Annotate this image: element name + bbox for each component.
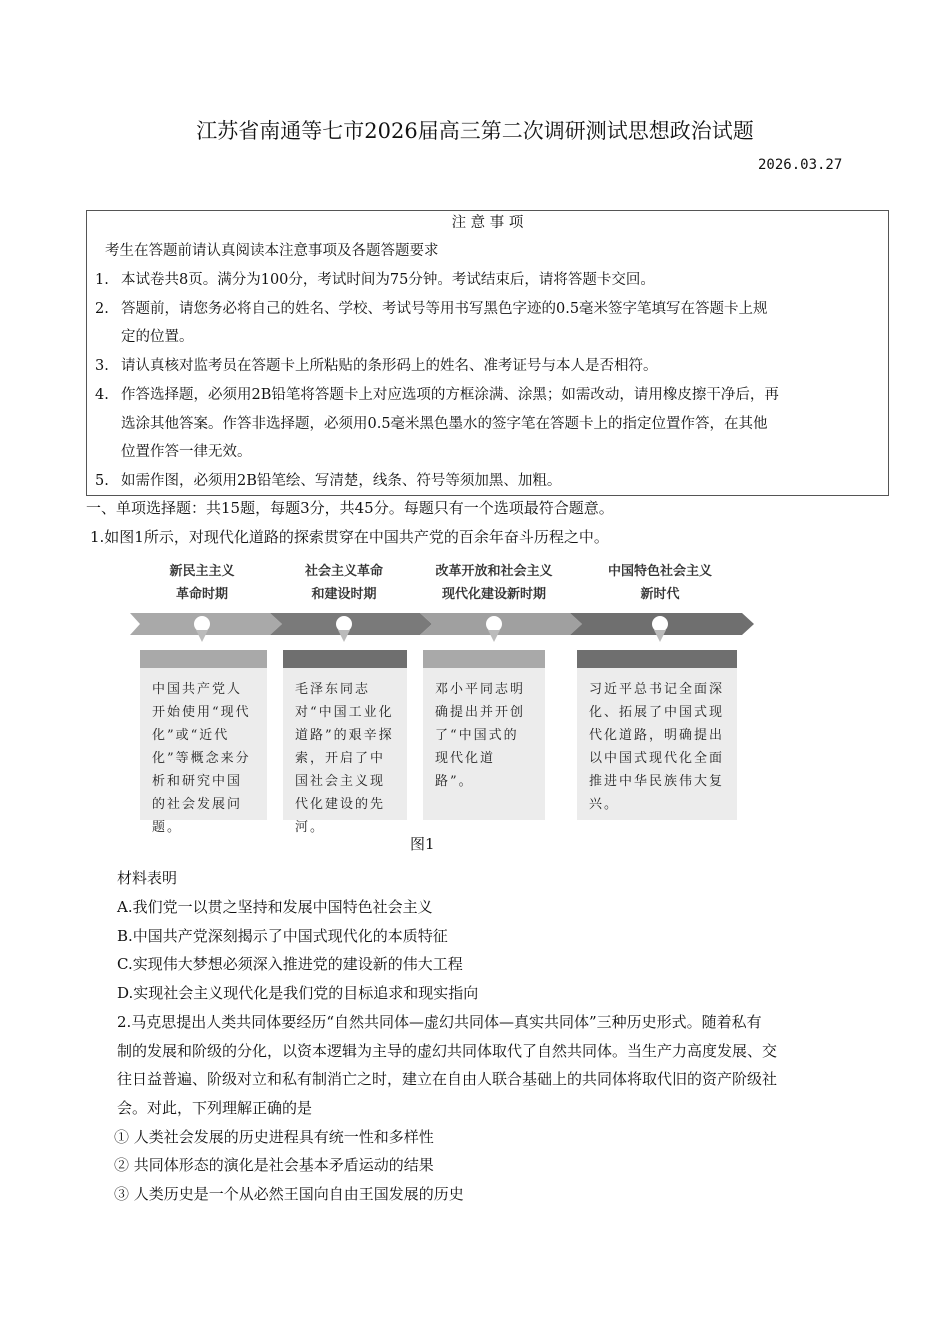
section-heading: 一、单项选择题：共15题，每题3分，共45分。每题只有一个选项最符合题意。 (86, 499, 614, 517)
option-b: B.中国共产党深刻揭示了中国式现代化的本质特征 (117, 926, 448, 945)
period-title-line2: 革命时期 (175, 587, 228, 602)
period-title (264, 560, 424, 606)
page-title: 江苏省南通等七市2026届高三第二次调研测试思想政治试题 (196, 119, 754, 143)
question-2-stem-line: 制的发展和阶级的分化，以资本逻辑为主导的虚幻共同体取代了自然共同体。当生产力高度发展、交 (117, 1041, 778, 1060)
period-card (423, 650, 545, 820)
period-title-line1: 中国特色社会主义 (607, 564, 712, 579)
notice-intro: 考生在答题前请认真阅读本注意事项及各题答题要求 (105, 243, 439, 259)
timeline-pointer-icon (338, 630, 350, 642)
notice-item-number: 4. (95, 386, 109, 403)
card-header-bar (577, 650, 737, 668)
notice-item-text: 本试卷共8页。满分为100分，考试时间为75分钟。考试结束后，请将答题卡交回。 (121, 272, 655, 288)
option-d: D.实现社会主义现代化是我们党的目标追求和现实指向 (117, 984, 479, 1003)
option-c: C.实现伟大梦想必须深入推进党的建设新的伟大工程 (117, 955, 463, 974)
question-1-stem: 1.如图1所示，对现代化道路的探索贯穿在中国共产党的百余年奋斗历程之中。 (90, 528, 609, 546)
statement-2: ② 共同体形态的演化是社会基本矛盾运动的结果 (114, 1156, 434, 1175)
period-title-line1: 改革开放和社会主义 (435, 564, 553, 579)
statement-1: ① 人类社会发展的历史进程具有统一性和多样性 (114, 1127, 434, 1146)
notice-item-number: 5. (95, 472, 109, 489)
notice-item-text: 位置作答一律无效。 (121, 444, 252, 461)
figure-1-timeline (130, 558, 755, 858)
period-card (283, 650, 407, 835)
notice-item-text: 答题前，请您务必将自己的姓名、学校、考试号等用书写黑色字迹的0.5毫米签字笔填写在答题卡上规 (121, 300, 768, 317)
period-title (122, 560, 282, 606)
card-header-bar (423, 650, 545, 668)
question-2-stem-line: 往日益普遍、阶级对立和私有制消亡之时，建立在自由人联合基础上的共同体将取代旧的资产阶级社 (117, 1070, 778, 1089)
period-title (414, 560, 574, 606)
period-card (140, 650, 267, 835)
period-card (577, 650, 737, 820)
notice-box (86, 210, 889, 496)
notice-item-text: 选涂其他答案。作答非选择题，必须用0.5毫米黑色墨水的签字笔在答题卡上的指定位置作答，在其他 (121, 415, 768, 432)
option-a: A.我们党一以贯之坚持和发展中国特色社会主义 (117, 898, 433, 916)
exam-date: 2026.03.27 (758, 157, 843, 173)
notice-item-number: 1. (95, 272, 109, 288)
period-description: 习近平总书记全面深化、拓展了中国式现代化道路，明确提出以中国式现代化全面推进中华民族伟大复兴。 (589, 682, 725, 812)
timeline-pointer-icon (488, 630, 500, 642)
notice-item-number: 3. (95, 358, 109, 375)
card-header-bar (283, 650, 407, 668)
timeline-pointer-icon (654, 630, 666, 642)
figure-caption: 图1 (410, 835, 435, 853)
period-title (580, 560, 740, 606)
period-title-line2: 现代化建设新时期 (441, 587, 546, 602)
period-description: 毛泽东同志对“中国工业化道路”的艰辛探索，开启了中国社会主义现代化建设的先河。 (295, 682, 394, 835)
period-description: 中国共产党人开始使用“现代化”或“近代化”等概念来分析和研究中国的社会发展问题。 (152, 682, 251, 835)
timeline-pointer-icon (196, 630, 208, 642)
notice-item-text: 如需作图，必须用2B铅笔绘、写清楚，线条、符号等须加黑、加粗。 (121, 472, 562, 489)
period-title-line1: 社会主义革命 (304, 564, 383, 579)
question-2-stem-line: 2.马克思提出人类共同体要经历“自然共同体—虚幻共同体—真实共同体”三种历史形式。随着私有 (117, 1012, 762, 1031)
notice-item-number: 2. (95, 300, 109, 317)
statement-3: ③ 人类历史是一个从必然王国向自由王国发展的历史 (114, 1185, 464, 1203)
period-title-line2: 新时代 (640, 587, 680, 602)
question-2-stem-line: 会。对此，下列理解正确的是 (117, 1098, 313, 1117)
period-title-line1: 新民主主义 (169, 564, 235, 579)
notice-item-text: 定的位置。 (121, 329, 194, 346)
period-title-line2: 和建设时期 (311, 587, 377, 602)
notice-item-text: 请认真核对监考员在答题卡上所粘贴的条形码上的姓名、准考证号与本人是否相符。 (121, 358, 658, 375)
notice-item-text: 作答选择题，必须用2B铅笔将答题卡上对应选项的方框涂满、涂黑；如需改动，请用橡皮擦干净后，再 (121, 386, 779, 403)
card-header-bar (140, 650, 267, 668)
period-description: 邓小平同志明确提出并开创了“中国式的现代化道路”。 (435, 682, 526, 789)
notice-heading: 注 意 事 项 (451, 215, 524, 231)
question-1-lead: 材料表明 (117, 869, 178, 887)
